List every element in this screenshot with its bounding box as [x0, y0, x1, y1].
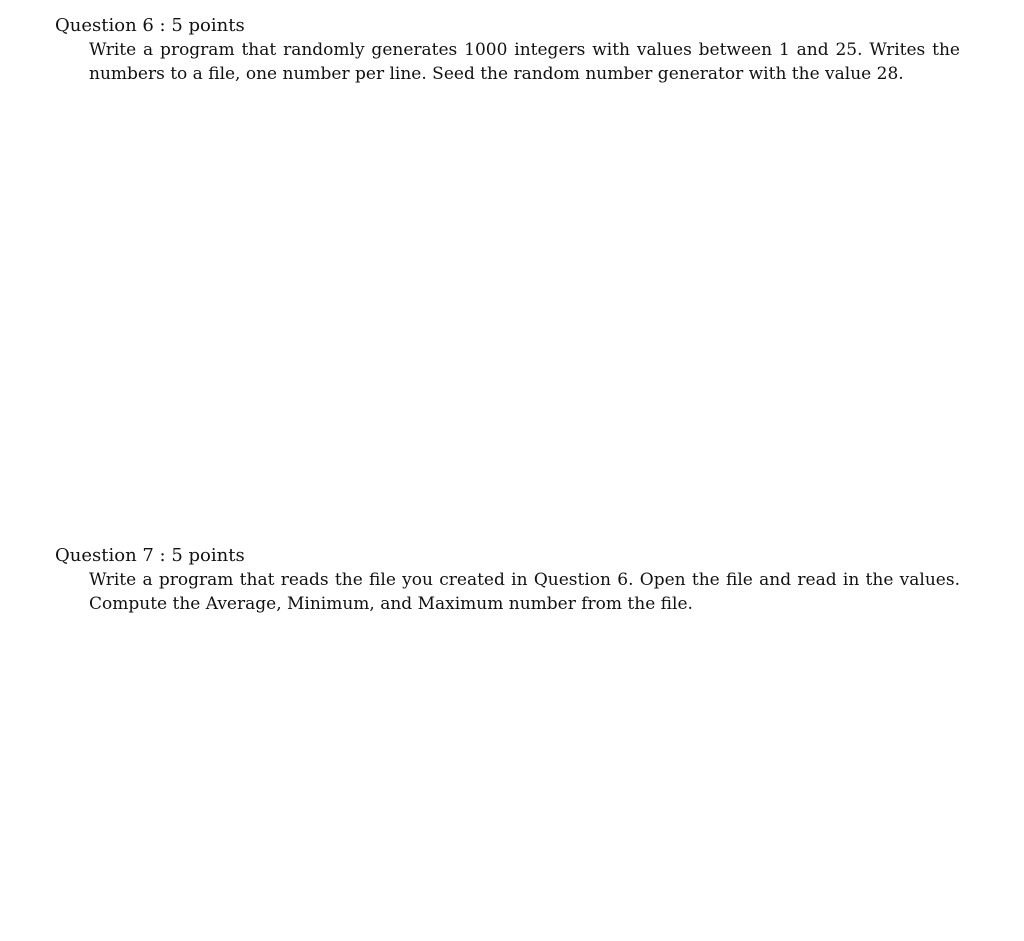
question-6-prompt-line-2: numbers to a file, one number per line. Seed the random number generator with the value 28.	[89, 64, 904, 84]
question-6	[55, 14, 960, 86]
question-7-header: Question 7 : 5 points	[55, 545, 245, 566]
question-7-prompt-line-1: Write a program that reads the file you created in Question 6. Open the file and read in the values.	[89, 570, 960, 590]
question-6-header: Question 6 : 5 points	[55, 15, 245, 36]
question-7-prompt-line-2: Compute the Average, Minimum, and Maximum number from the file.	[89, 594, 693, 614]
question-7-prompt	[89, 568, 960, 616]
question-7	[55, 544, 960, 616]
question-6-prompt	[89, 38, 960, 86]
question-6-prompt-line-1: Write a program that randomly generates 1000 integers with values between 1 and 25. Writes the	[89, 40, 960, 60]
